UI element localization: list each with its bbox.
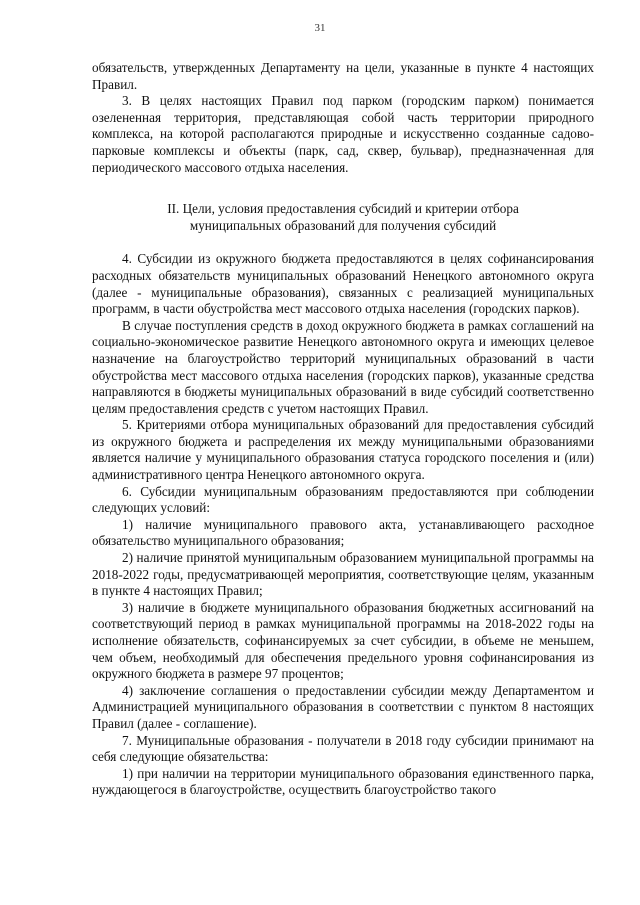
paragraph-6: 6. Субсидии муниципальным образованиям предоставляются при соблюдении следующих условий:: [92, 483, 594, 516]
section-heading-line-2: муниципальных образований для получения субсидий: [189, 217, 497, 233]
document-body: [92, 60, 594, 799]
condition-1: 1) наличие муниципального правового акта, устанавливающего расходное обязательство муниципального образования;: [92, 516, 594, 549]
section-heading: [92, 201, 594, 234]
obligation-1: 1) при наличии на территории муниципального образования единственного парка, нуждающегося в благоустройстве, осуществить благоустройство такого: [92, 765, 594, 798]
condition-2: 2) наличие принятой муниципальным образованием муниципальной программы на 2018-2022 годы, предусматривающей мероприятия, соответствующие целям, указанным в пункте 4 настоящих Правил;: [92, 550, 594, 599]
page-number: 31: [314, 22, 326, 34]
paragraph-7: 7. Муниципальные образования - получатели в 2018 году субсидии принимают на себя следующие обязательства:: [92, 732, 594, 765]
paragraph-5: 5. Критериями отбора муниципальных образований для предоставления субсидий из окружного бюджета и распределения их между муниципальными образованиями является наличие у муниципального образования статуса городского поселения и (или) административного центра Ненецкого автономного округа.: [92, 417, 594, 483]
paragraph-4: 4. Субсидии из окружного бюджета предоставляются в целях софинансирования расходных обязательств муниципальных образований Ненецкого автономного округа (далее - муниципальные образования), связанных с реализацией муниципальных программ, в части обустройства мест массового отдыха населения (городских парков).: [92, 251, 594, 317]
condition-3: 3) наличие в бюджете муниципального образования бюджетных ассигнований на соответствующий период в рамках муниципальной программы на 2018-2022 годы на исполнение обязательств, софинансируемых за счет субсидии, в объеме не меньшем, чем объем, необходимый для обеспечения предельного уровня софинансирования из окружного бюджета в размере 97 процентов;: [92, 599, 594, 682]
paragraph-3: 3. В целях настоящих Правил под парком (городским парком) понимается озелененная территория, представляющая собой часть территории природного комплекса, на которой располагаются природные и искусственно созданные садово-парковые комплексы и объекты (парк, сад, сквер, бульвар), предназначенная для периодического массового отдыха населения.: [92, 93, 594, 175]
paragraph-continuation: обязательств, утвержденных Департаменту на цели, указанные в пункте 4 настоящих Правил.: [92, 60, 594, 92]
section-heading-line-1: II. Цели, условия предоставления субсидий и критерии отбора: [167, 201, 519, 217]
paragraph-4-continued: В случае поступления средств в доход окружного бюджета в рамках соглашений на социально-экономическое развитие Ненецкого автономного округа и имеющих целевое назначение на благоустройство территорий муниципальных образований в части обустройства мест массового отдыха населения (городских парков), указанные средства направляются в бюджеты муниципальных образований в виде субсидий соответственно целям предоставления средств с учетом настоящих Правил.: [92, 317, 594, 416]
condition-4: 4) заключение соглашения о предоставлении субсидии между Департаментом и Администрацией муниципального образования в соответствии с пунктом 8 настоящих Правил (далее - соглашение).: [92, 682, 594, 731]
